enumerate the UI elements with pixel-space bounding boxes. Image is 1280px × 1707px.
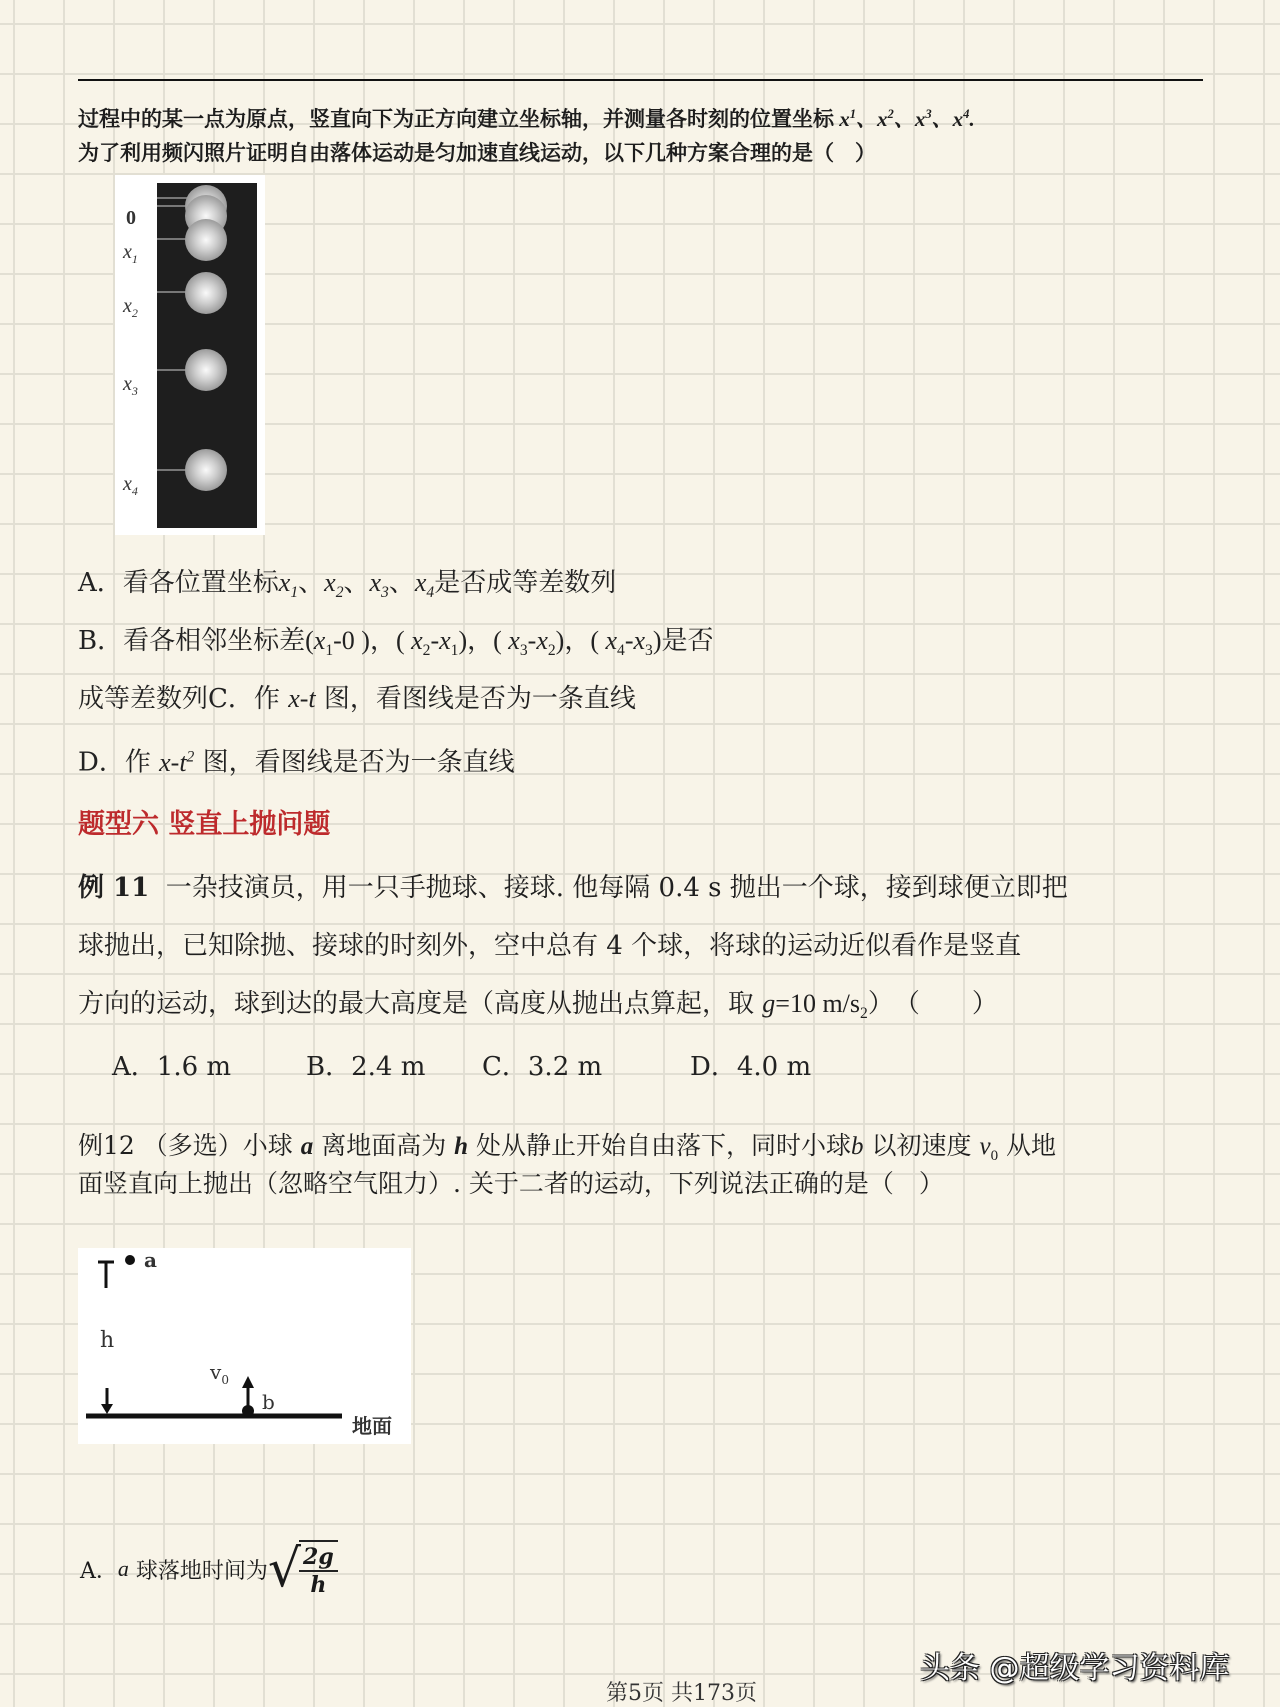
option-b-prefix: B．看各相邻坐标差 [78, 626, 306, 656]
var-h: h [454, 1133, 469, 1160]
option-b-diffs: ($x_1-0$ )，( $x_2-x_1$)，( $x_3-x_2$)，( $x_4-x_3$) [305, 626, 662, 660]
page-number: 第5页 共173页 [606, 1681, 757, 1706]
example12-line2: 面竖直向上抛出（忽略空气阻力）. 关于二者的运动，下列说法正确的是（ ） [78, 1169, 944, 1198]
ex12-opt-a-var: a [117, 1556, 129, 1581]
option-d-var: $x-t^2$ [159, 747, 195, 777]
option-a-suffix: 是否成等差数列 [434, 568, 617, 598]
example12-option-a [80, 1540, 338, 1598]
option-b-continuation: 成等差数列 [78, 684, 209, 714]
option-d [78, 740, 515, 780]
choice-d: D．4.0 m [690, 1052, 812, 1082]
g-exponent: 2 [860, 1005, 868, 1023]
photo-label-x1: $x_1$ [123, 241, 138, 266]
example11-choices [112, 1046, 811, 1083]
diagram-label-h: h [100, 1328, 115, 1353]
question-intro-line2: 为了利用频闪照片证明自由落体运动是匀加速直线运动，以下几种方案合理的是（ ） [78, 140, 876, 165]
option-a-prefix: A．看各位置坐标 [78, 568, 279, 598]
ball-x1 [185, 219, 227, 261]
var-v0-sub: 0 [990, 1148, 999, 1164]
watermark: 头条 @超级学习资料库 [920, 1651, 1230, 1686]
g-value: =10 m/s [775, 989, 861, 1018]
free-fall-diagram [78, 1248, 411, 1444]
example11-line3 [78, 986, 998, 1032]
example11-text3: 方向的运动，球到达的最大高度是（高度从抛出点算起，取 [78, 989, 755, 1019]
example11-line2: 球抛出，已知除抛、接球的时刻外，空中总有 4 个球，将球的运动近似看作是竖直 [78, 931, 1022, 961]
v0-v: v [210, 1360, 222, 1384]
ball-x3 [185, 349, 227, 391]
option-b-suffix: 是否 [661, 626, 714, 656]
ball-x4 [185, 449, 227, 491]
option-d-suffix: 图，看图线是否为一条直线 [202, 747, 515, 778]
section-title: 题型六 竖直上抛问题 [78, 809, 331, 840]
option-a: A．看各位置坐标$x_1$、$x_2$、$x_3$、$x_4$是否成等差数列 [78, 568, 617, 602]
option-c-suffix: 图，看图线是否为一条直线 [323, 684, 636, 714]
top-rule [78, 79, 1203, 81]
fraction-numerator: 2g [299, 1544, 338, 1572]
var-v0: v [979, 1133, 991, 1160]
ex12-text-a: （多选）小球 [142, 1131, 293, 1160]
option-b-cont-c [78, 682, 636, 716]
ball-x2 [185, 272, 227, 314]
fraction-denominator: h [310, 1572, 327, 1598]
question-intro-line1 [78, 99, 975, 134]
example12-label: 例12 [78, 1131, 135, 1160]
photo-background [157, 183, 257, 528]
sqrt-icon: √ [267, 1539, 302, 1599]
diagram-label-v0 [210, 1360, 229, 1387]
option-b [78, 624, 714, 668]
var-b: b [851, 1133, 864, 1160]
photo-label-x4: $x_4$ [123, 473, 138, 498]
diagram-label-a: a [144, 1248, 157, 1272]
fraction [299, 1544, 338, 1598]
example11-line1 [78, 870, 1068, 906]
choice-c: C．3.2 m [482, 1052, 603, 1082]
diagram-label-ground: 地面 [352, 1414, 392, 1438]
var-a: a [300, 1133, 314, 1160]
option-c-var: x-t [288, 684, 316, 713]
diagram-label-b: b [262, 1390, 275, 1414]
ex12-text-e: 从地 [1006, 1131, 1057, 1160]
example11-text1: 一杂技演员，用一只手抛球、接球. 他每隔 0.4 s 抛出一个球，接到球便立即把 [165, 873, 1068, 903]
choice-b: B．2.4 m [306, 1052, 426, 1082]
option-c-prefix: C．作 [208, 684, 280, 714]
option-a-vars: $x_1$ [278, 568, 299, 602]
intro-vars: $x^1$、$x^2$、$x^3$、$x^4$. [834, 107, 975, 131]
sqrt-expression [268, 1540, 338, 1598]
v0-sub: 0 [221, 1373, 229, 1387]
ex12-text-c: 处从静止开始自由落下，同时小球 [476, 1131, 852, 1160]
example11-label: 例 11 [78, 873, 150, 903]
photo-label-0: 0 [126, 207, 136, 229]
photo-label-x3: $x_3$ [123, 373, 138, 398]
ex12-opt-a-prefix: A． [80, 1558, 118, 1584]
photo-label-x2: $x_2$ [123, 295, 138, 320]
example11-answer-blank: ） （ ） [867, 989, 998, 1019]
ex12-text-d: 以初速度 [871, 1131, 972, 1160]
choice-a: A．1.6 m [112, 1052, 232, 1082]
ex12-opt-a-text: 球落地时间为 [135, 1558, 268, 1584]
ex12-text-b: 离地面高为 [321, 1131, 447, 1160]
strobe-photo [115, 175, 265, 535]
intro-text-1: 过程中的某一点为原点，竖直向下为正方向建立坐标轴，并测量各时刻的位置坐标 [78, 106, 834, 131]
var-g: g [762, 989, 776, 1018]
option-d-prefix: D．作 [78, 747, 151, 778]
